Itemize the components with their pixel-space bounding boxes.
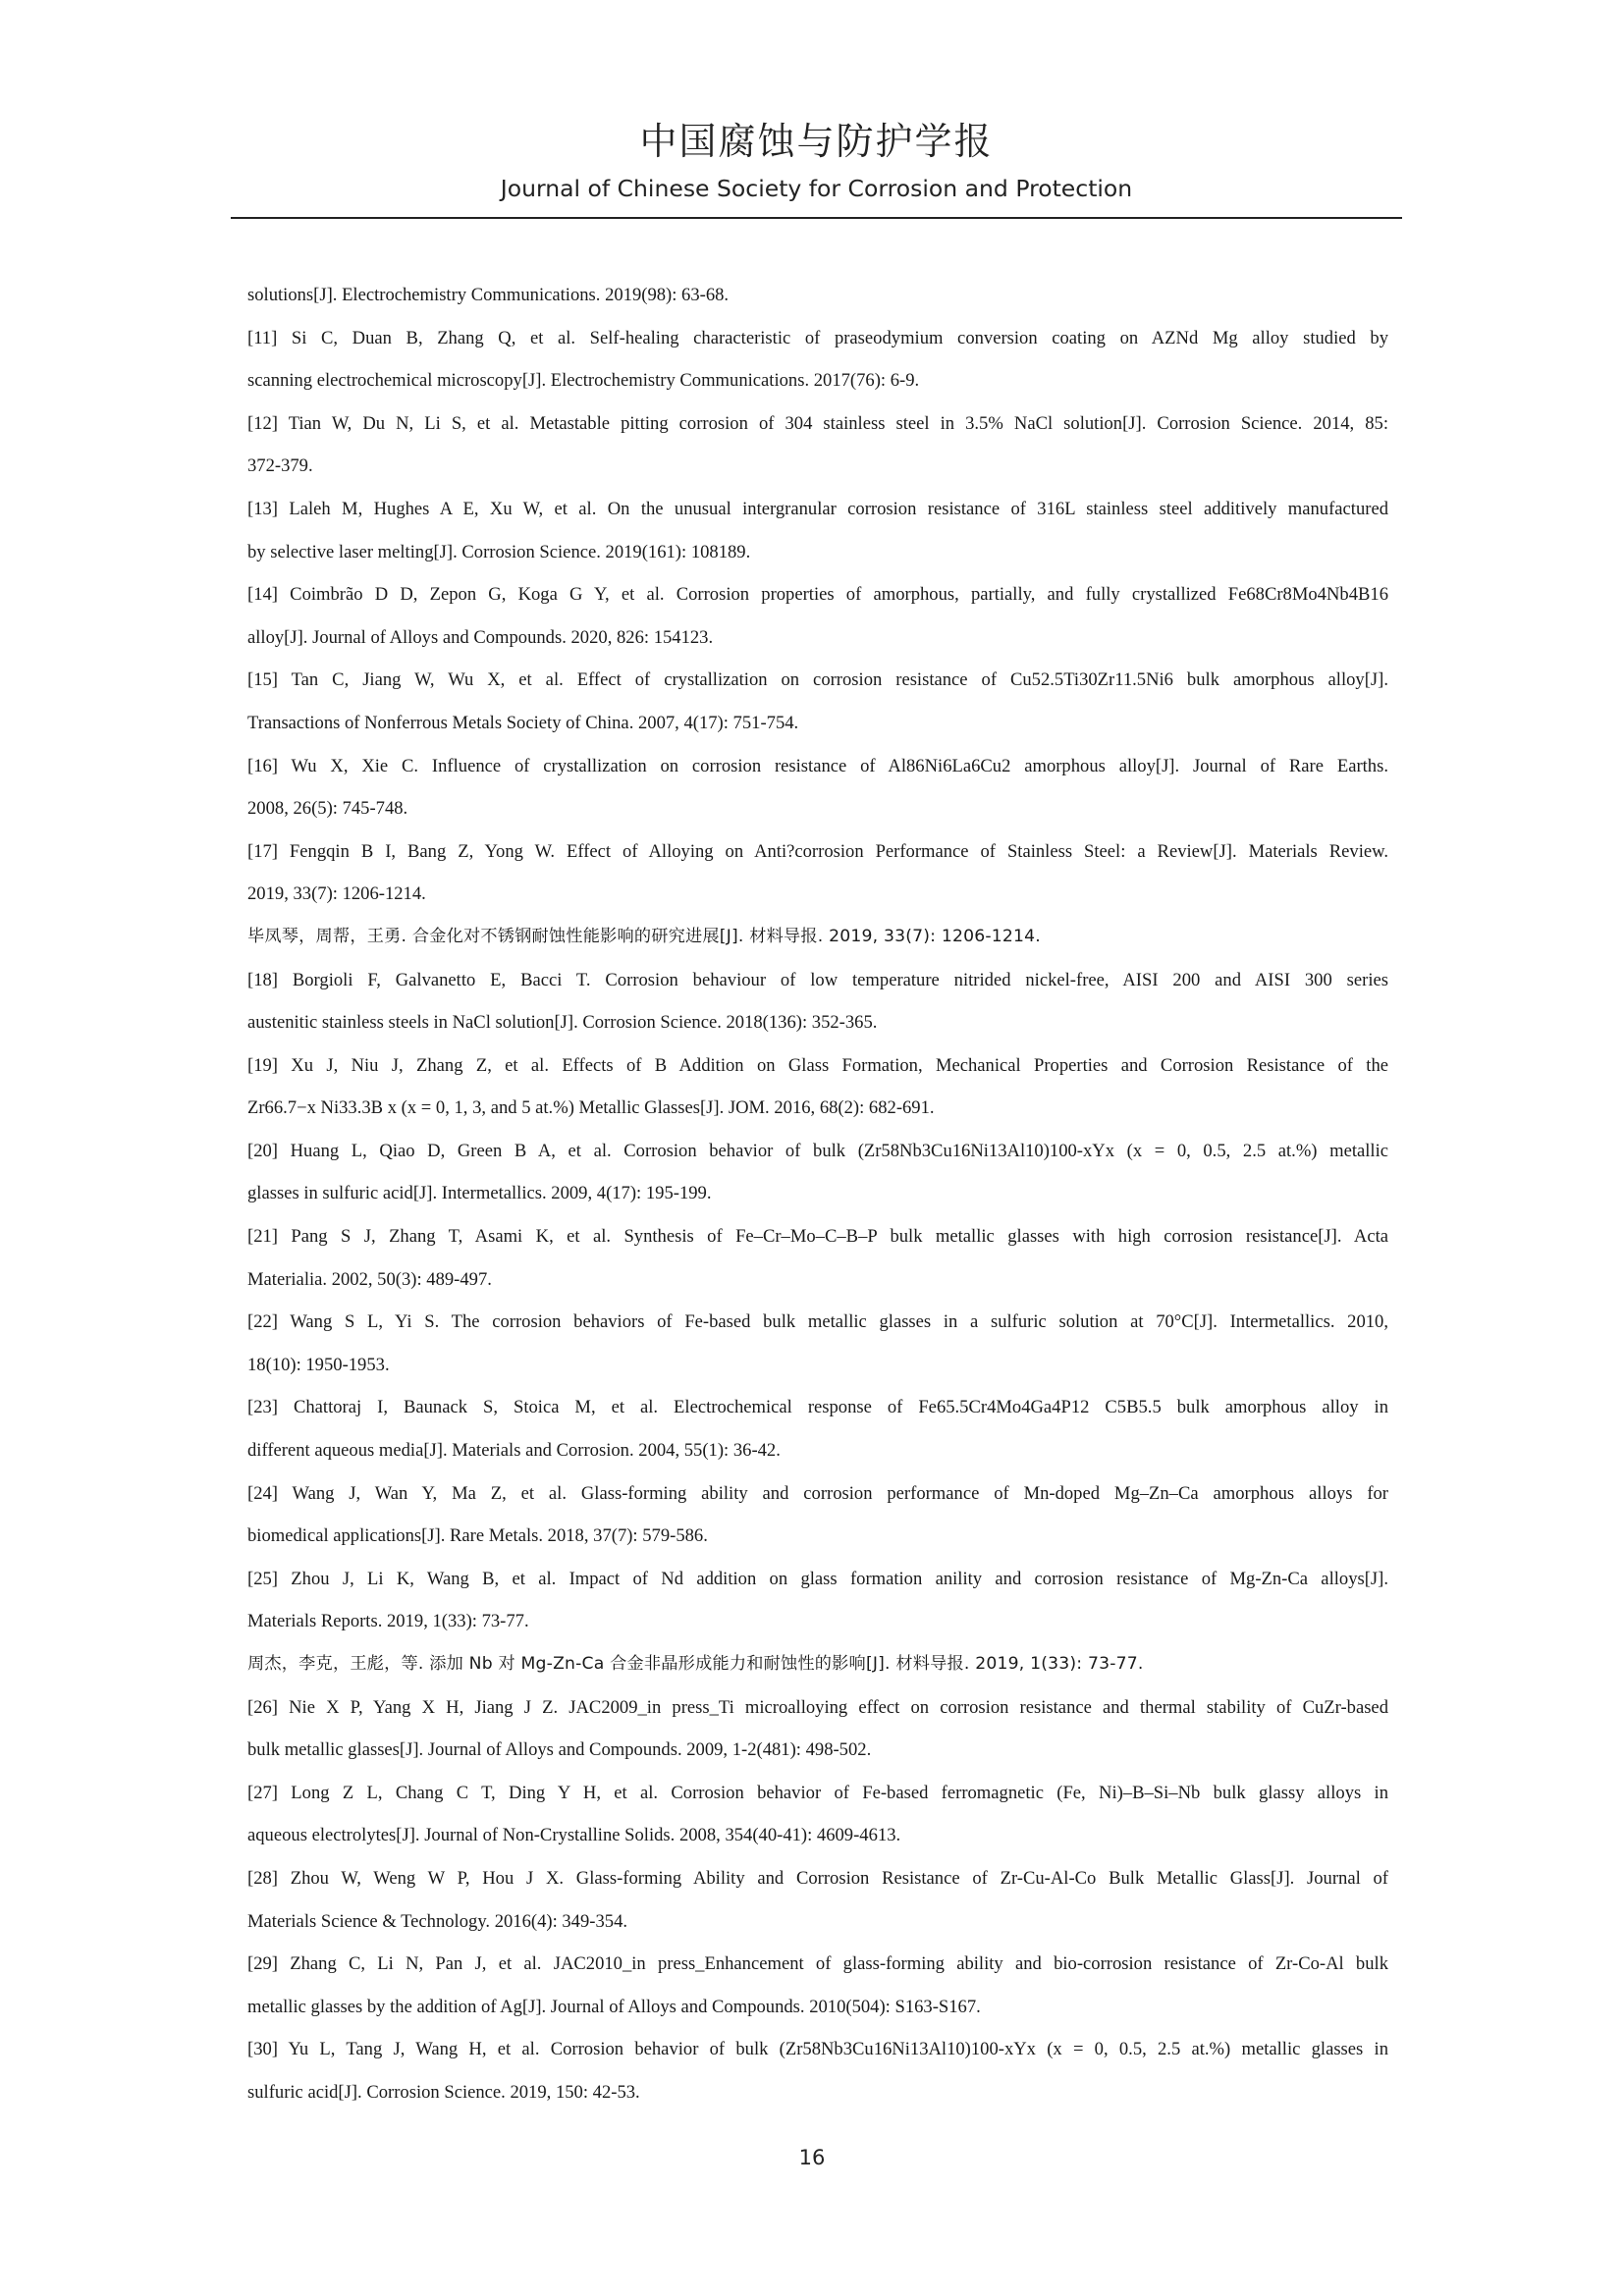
reference-line: [28] Zhou W, Weng W P, Hou J X. Glass-forming Ability and Corrosion Resistance of Zr-Cu-Al-Co Bulk Metallic Glass[J]. Journal of (247, 1867, 1388, 1889)
header-divider (231, 217, 1402, 219)
reference-line: austenitic stainless steels in NaCl solution[J]. Corrosion Science. 2018(136): 352-365. (247, 1012, 878, 1034)
reference-line: [17] Fengqin B I, Bang Z, Yong W. Effect of Alloying on Anti?corrosion Performance of Stainless Steel: a Review[J]. Materials Review. (247, 840, 1388, 862)
reference-line: Transactions of Nonferrous Metals Society of China. 2007, 4(17): 751-754. (247, 712, 799, 733)
reference-line: [30] Yu L, Tang J, Wang H, et al. Corrosion behavior of bulk (Zr58Nb3Cu16Ni13Al10)100-xYx (x = 0, 0.5, 2.5 at.%) metallic glasses in (247, 2039, 1388, 2060)
page-number: 16 (798, 2146, 826, 2169)
reference-line: 372-379. (247, 455, 313, 477)
reference-line: different aqueous media[J]. Materials and Corrosion. 2004, 55(1): 36-42. (247, 1440, 781, 1462)
reference-line: [21] Pang S J, Zhang T, Asami K, et al. Synthesis of Fe–Cr–Mo–C–B–P bulk metallic glasses with high corrosion resistance[J]. Acta (247, 1226, 1388, 1248)
reference-line: [18] Borgioli F, Galvanetto E, Bacci T. Corrosion behaviour of low temperature nitrided nickel-free, AISI 200 and AISI 300 series (247, 969, 1388, 990)
reference-line: [25] Zhou J, Li K, Wang B, et al. Impact of Nd addition on glass formation anility and corrosion resistance of Mg-Zn-Ca alloys[J]. (247, 1568, 1388, 1589)
reference-line: Materials Reports. 2019, 1(33): 73-77. (247, 1611, 529, 1632)
reference-line: biomedical applications[J]. Rare Metals. 2018, 37(7): 579-586. (247, 1525, 708, 1547)
reference-line: [16] Wu X, Xie C. Influence of crystallization on corrosion resistance of Al86Ni6La6Cu2 amorphous alloy[J]. Journal of Rare Earths. (247, 755, 1388, 776)
journal-header (231, 116, 1402, 206)
reference-line: [27] Long Z L, Chang C T, Ding Y H, et al. Corrosion behavior of Fe-based ferromagnetic (Fe, Ni)–B–Si–Nb bulk glassy alloys in (247, 1782, 1388, 1803)
reference-line: [23] Chattoraj I, Baunack S, Stoica M, et al. Electrochemical response of Fe65.5Cr4Mo4Ga4P12 C5B5.5 bulk amorphous alloy in (247, 1397, 1388, 1418)
reference-line: metallic glasses by the addition of Ag[J]. Journal of Alloys and Compounds. 2010(504): S163-S167. (247, 1996, 981, 2017)
reference-line: [14] Coimbrão D D, Zepon G, Koga G Y, et al. Corrosion properties of amorphous, partially, and fully crystallized Fe68Cr8Mo4Nb4B16 (247, 584, 1388, 606)
reference-line: Materialia. 2002, 50(3): 489-497. (247, 1268, 492, 1290)
reference-chinese-line: 周杰，李克，王彪，等. 添加 Nb 对 Mg-Zn-Ca 合金非晶形成能力和耐蚀性的影响[J]. 材料导报. 2019, 1(33): 73-77. (247, 1654, 1144, 1674)
reference-line: scanning electrochemical microscopy[J]. Electrochemistry Communications. 2017(76): 6-9. (247, 370, 920, 392)
reference-line: [24] Wang J, Wan Y, Ma Z, et al. Glass-forming ability and corrosion performance of Mn-doped Mg–Zn–Ca amorphous alloys for (247, 1482, 1388, 1504)
reference-line: [29] Zhang C, Li N, Pan J, et al. JAC2010_in press_Enhancement of glass-forming ability and bio-corrosion resistance of Zr-Co-Al bulk (247, 1953, 1388, 1975)
journal-title-english: Journal of Chinese Society for Corrosion and Protection (500, 175, 1133, 202)
reference-line: 2008, 26(5): 745-748. (247, 798, 408, 820)
reference-chinese-line: 毕凤琴，周帮，王勇. 合金化对不锈钢耐蚀性能影响的研究进展[J]. 材料导报. 2019, 33(7): 1206-1214. (247, 926, 1041, 946)
reference-line: alloy[J]. Journal of Alloys and Compounds. 2020, 826: 154123. (247, 626, 714, 648)
reference-line: [13] Laleh M, Hughes A E, Xu W, et al. On the unusual intergranular corrosion resistance of 316L stainless steel additively manufactured (247, 498, 1388, 519)
reference-line: [22] Wang S L, Yi S. The corrosion behaviors of Fe-based bulk metallic glasses in a sulfuric solution at 70°C[J]. Intermetallics. 2010, (247, 1311, 1388, 1333)
reference-line: [20] Huang L, Qiao D, Green B A, et al. Corrosion behavior of bulk (Zr58Nb3Cu16Ni13Al10)100-xYx (x = 0, 0.5, 2.5 at.%) metallic (247, 1140, 1388, 1161)
reference-line: [15] Tan C, Jiang W, Wu X, et al. Effect of crystallization on corrosion resistance of Cu52.5Ti30Zr11.5Ni6 bulk amorphous alloy[J]. (247, 669, 1388, 691)
reference-line: bulk metallic glasses[J]. Journal of Alloys and Compounds. 2009, 1-2(481): 498-502. (247, 1739, 872, 1761)
journal-title-chinese: 中国腐蚀与防护学报 (639, 120, 994, 163)
reference-line: [11] Si C, Duan B, Zhang Q, et al. Self-healing characteristic of praseodymium conversion coating on AZNd Mg alloy studied by (247, 327, 1388, 348)
reference-line: glasses in sulfuric acid[J]. Intermetallics. 2009, 4(17): 195-199. (247, 1183, 712, 1204)
reference-line: Materials Science & Technology. 2016(4): 349-354. (247, 1910, 628, 1932)
reference-line: aqueous electrolytes[J]. Journal of Non-Crystalline Solids. 2008, 354(40-41): 4609-4613. (247, 1825, 901, 1846)
reference-line: [12] Tian W, Du N, Li S, et al. Metastable pitting corrosion of 304 stainless steel in 3.5% NaCl solution[J]. Corrosion Science. 2014, 85: (247, 412, 1388, 434)
reference-line: 18(10): 1950-1953. (247, 1354, 390, 1375)
reference-line: solutions[J]. Electrochemistry Communications. 2019(98): 63-68. (247, 285, 730, 305)
reference-line: sulfuric acid[J]. Corrosion Science. 2019, 150: 42-53. (247, 2081, 640, 2103)
reference-list (247, 274, 1388, 2114)
reference-line: by selective laser melting[J]. Corrosion Science. 2019(161): 108189. (247, 541, 751, 562)
reference-line: [19] Xu J, Niu J, Zhang Z, et al. Effects of B Addition on Glass Formation, Mechanical Properties and Corrosion Resistance of the (247, 1054, 1388, 1076)
reference-line: 2019, 33(7): 1206-1214. (247, 883, 426, 905)
reference-line: [26] Nie X P, Yang X H, Jiang J Z. JAC2009_in press_Ti microalloying effect on corrosion resistance and thermal stability of CuZr-based (247, 1696, 1388, 1718)
reference-line: Zr66.7−x Ni33.3B x (x = 0, 1, 3, and 5 at.%) Metallic Glasses[J]. JOM. 2016, 68(2): 682-691. (247, 1097, 935, 1119)
